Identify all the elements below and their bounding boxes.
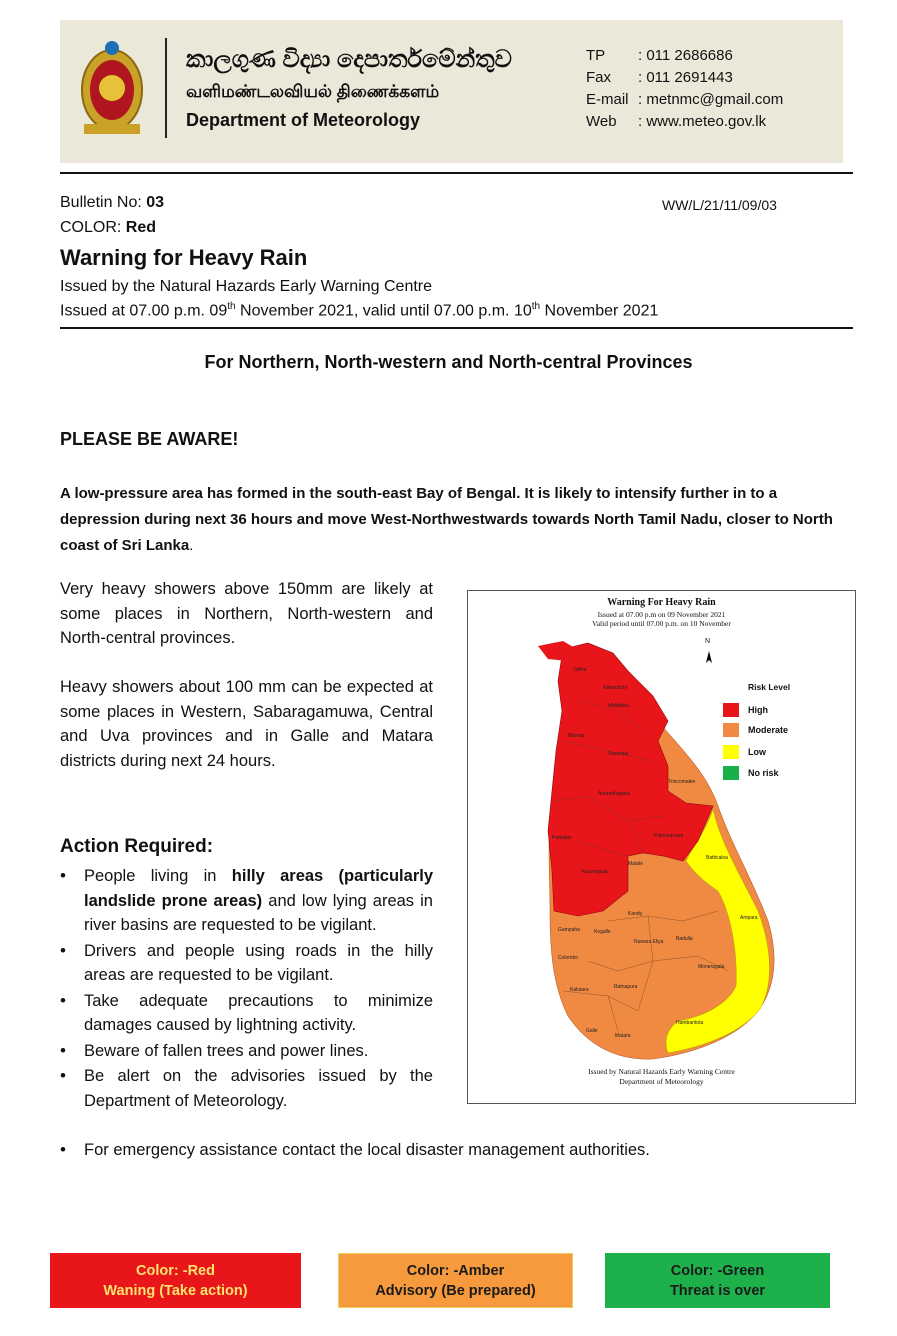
- contact-web[interactable]: Web : www.meteo.gov.lk: [586, 113, 767, 130]
- aware-heading: PLEASE BE AWARE!: [60, 429, 239, 449]
- north-label: N: [705, 638, 711, 645]
- action-list-final: [60, 1138, 850, 1164]
- dept-name-english: Department of Meteorology: [186, 110, 421, 130]
- district-hambantota: Hambantota: [676, 1020, 704, 1026]
- dept-name-tamil: வளிமண்டலவியல் திணைக்களம்: [186, 82, 440, 101]
- bulletin-reference: WW/L/21/11/09/03: [662, 197, 777, 213]
- warning-title: Warning for Heavy Rain: [60, 245, 308, 270]
- mid-rule: [60, 327, 853, 329]
- district-anuradhapura: Anuradhapura: [598, 791, 630, 797]
- list-item: • Be alert on the advisories issued by the Department of Meteorology.: [60, 1064, 433, 1113]
- district-mannar: Mannar: [568, 733, 585, 739]
- map-footer-dept: Department of Meteorology: [619, 1077, 704, 1086]
- legend-no-risk: No risk: [748, 768, 779, 778]
- footer-amber-line1: Color: -Amber: [406, 1262, 505, 1279]
- footer-green-line2: Threat is over: [669, 1282, 766, 1299]
- footer-red-line2: Waning (Take action): [103, 1282, 248, 1299]
- map-issued: Issued at 07.00 p.m on 09 November 2021: [597, 610, 726, 619]
- issued-by: Issued by the Natural Hazards Early Warning Centre: [60, 278, 433, 295]
- map-valid: Valid period until 07.00 p.m. on 10 November: [592, 619, 731, 628]
- district-polonnaruwa: Polonnaruwa: [654, 833, 684, 839]
- district-gampaha: Gampaha: [558, 927, 580, 933]
- district-nuwara-eliya: Nuwara Eliya: [634, 939, 664, 945]
- lead-paragraph: A low-pressure area has formed in the south-east Bay of Bengal. It is likely to intensify further in to a depression during next 36 hours and move West-Northwestwards towards North Tamil Nadu, closer to North coast of Sri Lanka.: [60, 485, 833, 554]
- district-batticaloa: Batticaloa: [706, 855, 728, 861]
- dept-name-sinhala: කාලගුණ විද්‍යා දෙපාර්තමේන්තුව: [186, 46, 512, 73]
- list-item: • People living in hilly areas (particularly landslide prone areas) and low lying areas in river basins are requested to be vigilant.: [60, 864, 433, 938]
- footer-amber-line2: Advisory (Be prepared): [375, 1282, 536, 1299]
- bulletin-color: COLOR: Red: [60, 219, 157, 236]
- list-item: • For emergency assistance contact the local disaster management authorities.: [60, 1138, 850, 1163]
- sri-lanka-emblem-icon: [78, 38, 146, 138]
- district-badulla: Badulla: [676, 936, 693, 942]
- district-kilinochchi: Kilinochchi: [603, 685, 627, 691]
- footer-red-box: [50, 1253, 301, 1308]
- footer-amber-box: [338, 1253, 573, 1308]
- contact-email[interactable]: E-mail : metnmc@gmail.com: [586, 91, 784, 108]
- district-matale: Matale: [628, 861, 644, 867]
- bulletin-number: Bulletin No: 03: [60, 194, 165, 211]
- district-monaragala: Moneragala: [698, 964, 725, 970]
- district-colombo: Colombo: [558, 955, 579, 961]
- issued-validity: Issued at 07.00 p.m. 09th November 2021, valid until 07.00 p.m. 10th November 2021: [60, 301, 659, 320]
- list-item: • Beware of fallen trees and power lines.: [60, 1039, 433, 1064]
- district-kegalle: Kegalle: [594, 929, 611, 935]
- district-kurunegala: Kurunegala: [582, 869, 608, 875]
- legend-moderate: Moderate: [748, 725, 788, 735]
- legend-title: Risk Level: [748, 682, 791, 692]
- district-galle: Galle: [586, 1028, 598, 1034]
- action-heading: Action Required:: [60, 836, 214, 857]
- legend-high: High: [748, 705, 768, 715]
- contact-fax: Fax : 011 2691443: [586, 69, 733, 86]
- district-vavuniya: Vavuniya: [608, 751, 629, 757]
- warning-map: [467, 590, 856, 1104]
- district-puttalam: Puttalam: [552, 835, 572, 841]
- footer-red-line1: Color: -Red: [136, 1262, 215, 1279]
- district-mullaitivu: Mullaitivu: [608, 703, 629, 709]
- legend-low: Low: [748, 747, 766, 757]
- top-rule: [60, 172, 853, 174]
- district-ratnapura: Ratnapura: [614, 984, 638, 990]
- footer-green-box: [605, 1253, 830, 1308]
- rainfall-paragraph-2: Heavy showers about 100 mm can be expected at some places in Western, Sabaragamuwa, Central and Uva provinces and in Galle and Matara districts during next 24 hours.: [60, 678, 433, 770]
- map-footer-issuer: Issued by Natural Hazards Early Warning Centre: [588, 1067, 735, 1076]
- region-heading: For Northern, North-western and North-central Provinces: [204, 352, 693, 372]
- footer-green-line1: Color: -Green: [670, 1262, 765, 1279]
- district-jaffna: Jaffna: [573, 667, 587, 673]
- district-kandy: Kandy: [628, 911, 643, 917]
- action-list: [60, 864, 433, 1114]
- district-trincomalee: Trincomalee: [668, 779, 696, 785]
- list-item: • Take adequate precautions to minimize damages caused by lightning activity.: [60, 989, 433, 1038]
- list-item: • Drivers and people using roads in the hilly areas are requested to be vigilant.: [60, 939, 433, 988]
- district-kalutara: Kalutara: [570, 987, 589, 993]
- rainfall-paragraph-1: Very heavy showers above 150mm are likely at some places in Northern, North-western and North-central provinces.: [60, 580, 433, 647]
- contact-tp: TP : 011 2686686: [586, 47, 733, 64]
- district-ampara: Ampara: [740, 915, 758, 921]
- header-divider: [165, 38, 167, 138]
- map-title: Warning For Heavy Rain: [607, 597, 716, 608]
- sri-lanka-map: [468, 591, 855, 1103]
- district-matara: Matara: [615, 1033, 631, 1039]
